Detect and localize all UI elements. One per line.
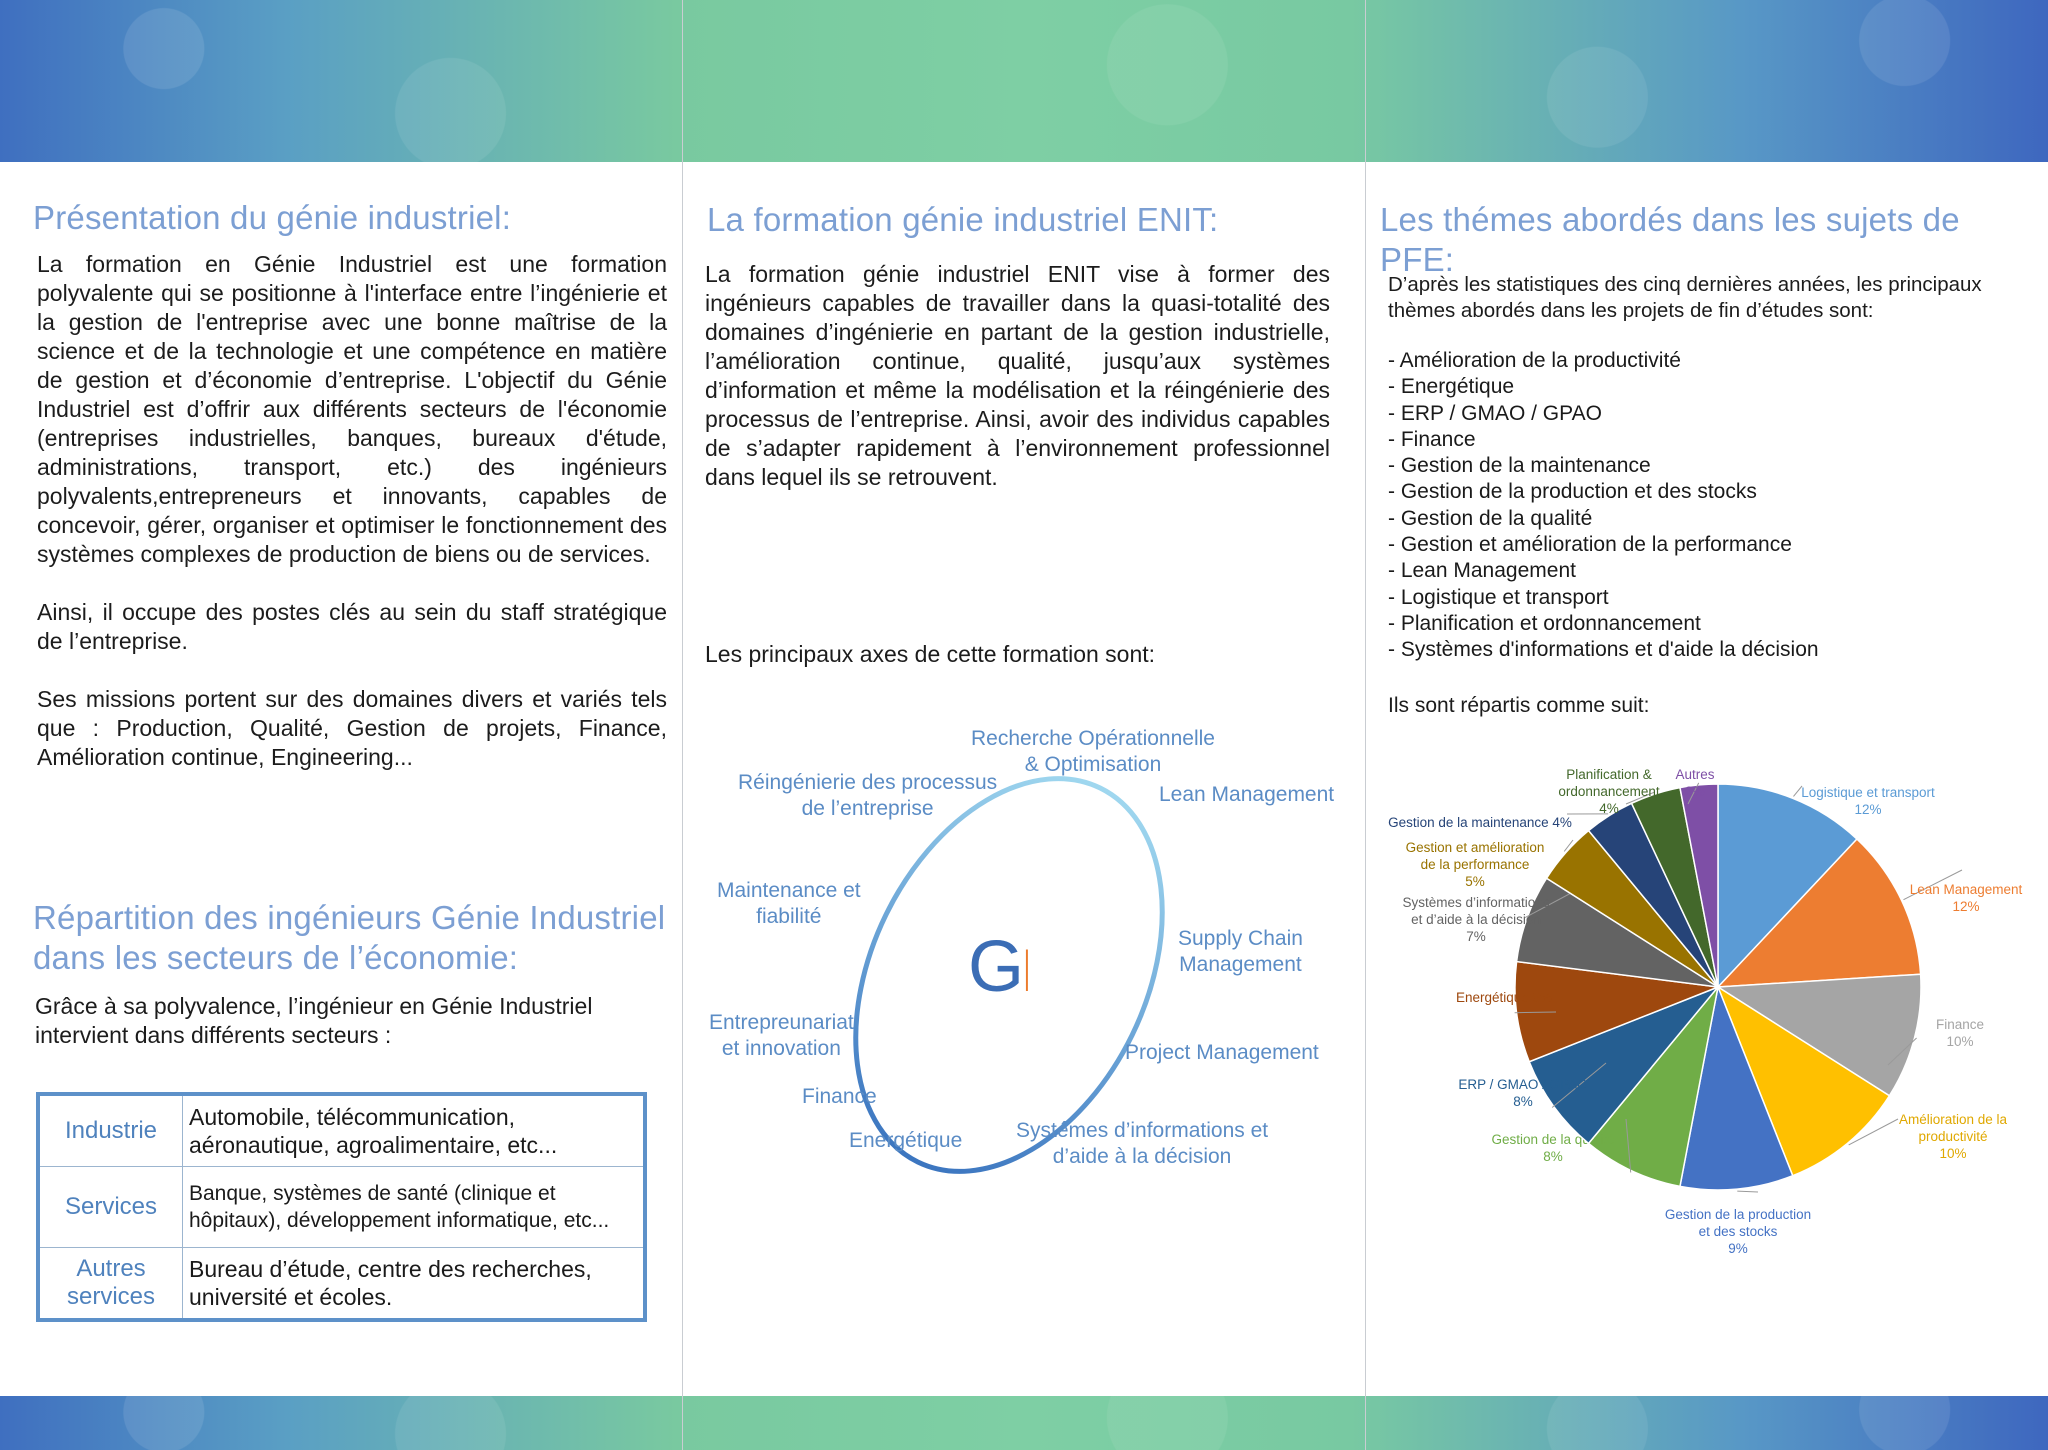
sector-details-line: aéronautique, agroalimentaire, etc... (189, 1132, 558, 1158)
panel-pfe-themes (1378, 162, 2038, 1396)
sector-details (183, 1167, 646, 1248)
panel-presentation (30, 162, 670, 1396)
gi-logo (968, 927, 1041, 1011)
bottom-banner (0, 1396, 2048, 1450)
theme-item: - Gestion de la maintenance (1388, 454, 1651, 478)
sector-details-line: Banque, systèmes de santé (clinique et (189, 1182, 556, 1205)
polyvalence-line1: Grâce à sa polyvalence, l’ingénieur en Génie Industriel (35, 993, 593, 1019)
pie-data-label: Gestion de la production et des stocks 9% (1664, 1207, 1812, 1256)
sector-name: Autres services (38, 1248, 183, 1321)
theme-item: - Energétique (1388, 375, 1515, 399)
axis-supply-chain: Supply Chain Management (1178, 927, 1303, 976)
table-row (38, 1248, 645, 1321)
pfe-heading: Les thémes abordés dans les sujets de PFE: (1380, 201, 1960, 279)
sector-details-line: université et écoles. (189, 1284, 393, 1310)
repartition-heading-line1: Répartition des ingénieurs Génie Industriel (33, 899, 666, 936)
panel-formation (700, 162, 1335, 1396)
theme-item: - Amélioration de la productivité (1388, 349, 1681, 372)
polyvalence-line2: intervient dans différents secteurs : (35, 1022, 392, 1048)
pfe-pie-chart (1368, 762, 2038, 1322)
theme-item: - Planification et ordonnancement (1388, 611, 1701, 635)
pie-data-label: ERP / GMAO / GPAO 8% (1458, 1077, 1588, 1109)
pie-data-label: Gestion et amélioration de la performance 5% (1405, 840, 1545, 889)
pie-data-label: Gestion de la maintenance 4% (1388, 815, 1572, 830)
pie-leader-line (1737, 1191, 1758, 1192)
axes-intro: Les principaux axes de cette formation sont: (705, 641, 1156, 667)
presentation-paragraph: La formation en Génie Industriel est une formation polyvalente qui se positionne à l'interface entre l’ingénierie et la gestion de l'entreprise avec une bonne maîtrise de la science et de la technologie et une compétence en matière de gestion et d’économie d’entreprise. L'objectif du Génie Industriel est d’offrir aux différents secteurs de l'économie (entreprises industrielles, banques, bureaux d'étude, administrations, transport, etc.) des ingénieurs polyvalents,entrepreneurs et innovants, capables de concevoir, gérer, organiser et optimiser le fonctionnement des systèmes complexes de production de biens ou de services. (37, 251, 667, 567)
axes-diagram (700, 722, 1335, 1202)
formation-paragraph: La formation génie industriel ENIT vise à former des ingénieurs capables de travailler dans la quasi-totalité des domaines d’ingénierie en partant de la gestion industrielle, l’amélioration continue, qualité, jusqu’aux systèmes d’information et même la modélisation et la réingénierie des processus de l’entreprise. Ainsi, avoir des individus capables de s’adapter rapidement à l’environnement professionnel dans lequel ils se retrouvent. (705, 261, 1330, 490)
pfe-intro (1388, 272, 1982, 324)
gi-logo-g: G (968, 927, 1025, 1007)
repartition-heading (33, 898, 665, 979)
themes-list (1388, 348, 1819, 664)
pie-data-label: Amélioration de la productivité 10% (1898, 1112, 2008, 1161)
missions-paragraph: Ses missions portent sur des domaines divers et variés tels que : Production, Qualité, Gestion de projets, Finance, Amélioration continue, Engineering... (37, 686, 667, 770)
theme-item: - Finance (1388, 427, 1476, 451)
sector-details (183, 1094, 646, 1167)
presentation-text (37, 250, 667, 772)
sector-details-line: Bureau d’étude, centre des recherches, (189, 1256, 592, 1282)
presentation-heading: Présentation du génie industriel: (33, 199, 512, 236)
sector-name: Services (38, 1167, 183, 1248)
pie-data-label: Logistique et transport 12% (1801, 785, 1935, 817)
axis-finance: Finance (802, 1085, 877, 1108)
top-banner (0, 0, 2048, 162)
theme-item: - ERP / GMAO / GPAO (1388, 401, 1602, 425)
pie-data-label: Systèmes d’informations et d’aide à la décision 7% (1402, 895, 1550, 944)
theme-item: - Gestion et amélioration de la performance (1388, 533, 1792, 557)
theme-item: - Lean Management (1388, 559, 1576, 583)
theme-item: - Logistique et transport (1388, 585, 1609, 609)
sector-details (183, 1248, 646, 1321)
axis-recherche-label: Recherche Opérationnelle & Optimisation (971, 727, 1215, 776)
pie-data-label: Finance 10% (1935, 1017, 1985, 1049)
axis-energetique: Energétique (849, 1129, 963, 1152)
pie-data-label: Gestion de la qualité 8% (1491, 1132, 1615, 1164)
sector-details-line: hôpitaux), développement informatique, etc... (189, 1209, 610, 1232)
axis-maintenance: Maintenance et fiabilité (717, 879, 861, 928)
sector-name: Industrie (38, 1094, 183, 1167)
sector-details-line: Automobile, télécommunication, (189, 1104, 515, 1130)
theme-item: - Systèmes d'informations et d'aide la décision (1388, 638, 1819, 662)
sectors-table (36, 1092, 647, 1322)
polyvalence-text (35, 992, 665, 1050)
axis-lean: Lean Management (1159, 783, 1335, 806)
pfe-intro-line1: D’après les statistiques des cinq dernières années, les principaux (1388, 273, 1982, 296)
pie-leader-line (1515, 1012, 1556, 1013)
pie-data-label: Autres 3% (1675, 767, 1715, 799)
repartition-intro: Ils sont répartis comme suit: (1388, 694, 1650, 717)
gi-logo-i: I (1024, 937, 1030, 1004)
pie-data-label: Energétique 8% (1455, 990, 1553, 1005)
strategic-paragraph: Ainsi, il occupe des postes clés au sein du staff stratégique de l’entreprise. (37, 599, 667, 654)
fold-line-right (1365, 0, 1366, 1450)
pie-data-label: Planification & ordonnancement 4% (1558, 767, 1660, 816)
pie-data-label: Lean Management 12% (1909, 882, 2023, 914)
repartition-heading-line2: dans les secteurs de l’économie: (33, 939, 519, 977)
axis-entrepreneuriat: Entrepreunariat et innovation (709, 1011, 854, 1060)
fold-line-left (682, 0, 683, 1450)
axis-project-management: Project Management (1125, 1041, 1319, 1064)
axis-reingenierie: Réingénierie des processus de l’entreprise (738, 771, 998, 820)
table-row (38, 1167, 645, 1248)
formation-heading: La formation génie industriel ENIT: (707, 201, 1219, 238)
pfe-intro-line2: thèmes abordés dans les projets de fin d’études sont: (1388, 299, 1874, 322)
theme-item: - Gestion de la qualité (1388, 506, 1593, 530)
table-row (38, 1094, 645, 1167)
axis-systemes-information: Systémes d’informations et d’aide à la décision (1016, 1119, 1269, 1168)
theme-item: - Gestion de la production et des stocks (1388, 480, 1757, 504)
